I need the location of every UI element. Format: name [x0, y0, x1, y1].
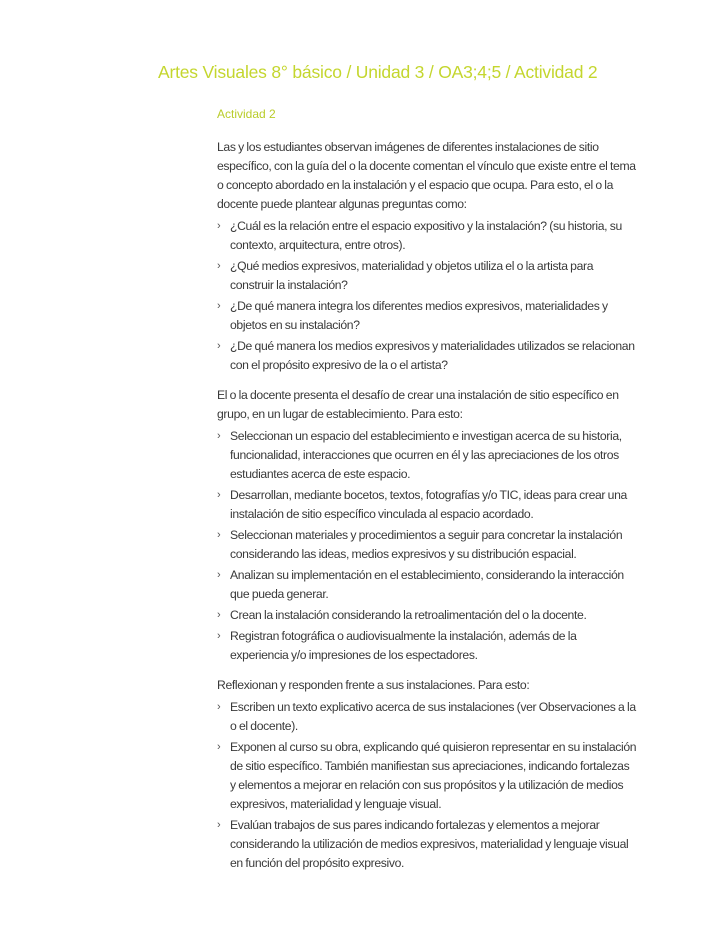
- list-item: › ¿De qué manera los medios expresivos y materialidades utilizados se relacionan con el propósito expresivo de la o el artista?: [217, 339, 635, 372]
- reflection-steps-list: [217, 698, 637, 873]
- challenge-paragraph: El o la docente presenta el desafío de crear una instalación de sitio específico en grupo, en un lugar de establecimiento. Para esto:: [217, 388, 619, 421]
- bullet-chevron-icon: ›: [217, 569, 221, 581]
- list-item: › Exponen al curso su obra, explicando qué quisieron representar en su instalación de sitio específico. También manifiestan sus apreciaciones, indicando fortalezas y elementos a mejorar en relación con sus propósitos y la utilización de medios expresivos, materialidad y lenguaje visual.: [217, 740, 637, 811]
- list-item: › Escriben un texto explicativo acerca de sus instalaciones (ver Observaciones a la o el docente).: [217, 700, 636, 733]
- bullet-chevron-icon: ›: [217, 220, 221, 232]
- bullet-chevron-icon: ›: [217, 741, 221, 753]
- bullet-chevron-icon: ›: [217, 300, 221, 312]
- list-item: › Evalúan trabajos de sus pares indicando fortalezas y elementos a mejorar considerando la utilización de medios expresivos, materialidad y lenguaje visual en función del propósito expresivo.: [217, 818, 629, 870]
- bullet-chevron-icon: ›: [217, 701, 221, 713]
- reflection-paragraph: Reflexionan y responden frente a sus instalaciones. Para esto:: [217, 678, 530, 692]
- bullet-chevron-icon: ›: [217, 819, 221, 831]
- bullet-chevron-icon: ›: [217, 609, 221, 621]
- list-item: › Desarrollan, mediante bocetos, textos, fotografías y/o TIC, ideas para crear una instalación de sitio específico vinculada al espacio acordado.: [217, 488, 627, 521]
- list-item: › Analizan su implementación en el establecimiento, considerando la interacción que pueda generar.: [217, 568, 624, 601]
- list-item: › Seleccionan materiales y procedimientos a seguir para concretar la instalación considerando las ideas, medios expresivos y su distribución espacial.: [217, 528, 623, 561]
- activity-content: [217, 138, 637, 884]
- intro-paragraph: Las y los estudiantes observan imágenes de diferentes instalaciones de sitio específico, con la guía del o la docente comentan el vínculo que existe entre el tema o concepto abordado en la instalación y el espacio que ocupa. Para esto, el o la docente puede plantear algunas preguntas como:: [217, 140, 636, 211]
- challenge-steps-list: [217, 427, 637, 665]
- bullet-chevron-icon: ›: [217, 340, 221, 352]
- bullet-chevron-icon: ›: [217, 489, 221, 501]
- list-item: › Crean la instalación considerando la retroalimentación del o la docente.: [217, 606, 637, 625]
- bullet-chevron-icon: ›: [217, 529, 221, 541]
- bullet-chevron-icon: ›: [217, 630, 221, 642]
- activity-title: Actividad 2: [217, 107, 276, 121]
- list-item: › Seleccionan un espacio del establecimiento e investigan acerca de su historia, funcionalidad, interacciones que ocurren en él y las apreciaciones de los otros estudiantes acerca de este espacio.: [217, 429, 622, 481]
- list-item: › ¿Qué medios expresivos, materialidad y objetos utiliza el o la artista para construir la instalación?: [217, 259, 594, 292]
- breadcrumb: Artes Visuales 8° básico / Unidad 3 / OA3;4;5 / Actividad 2: [158, 62, 598, 82]
- bullet-chevron-icon: ›: [217, 430, 221, 442]
- list-item: › ¿De qué manera integra los diferentes medios expresivos, materialidades y objetos en su instalación?: [217, 299, 608, 332]
- list-item: › ¿Cuál es la relación entre el espacio expositivo y la instalación? (su historia, su contexto, arquitectura, entre otros).: [217, 219, 622, 252]
- bullet-chevron-icon: ›: [217, 260, 221, 272]
- questions-list: [217, 217, 637, 375]
- list-item: › Registran fotográfica o audiovisualmente la instalación, además de la experiencia y/o impresiones de los espectadores.: [217, 629, 577, 662]
